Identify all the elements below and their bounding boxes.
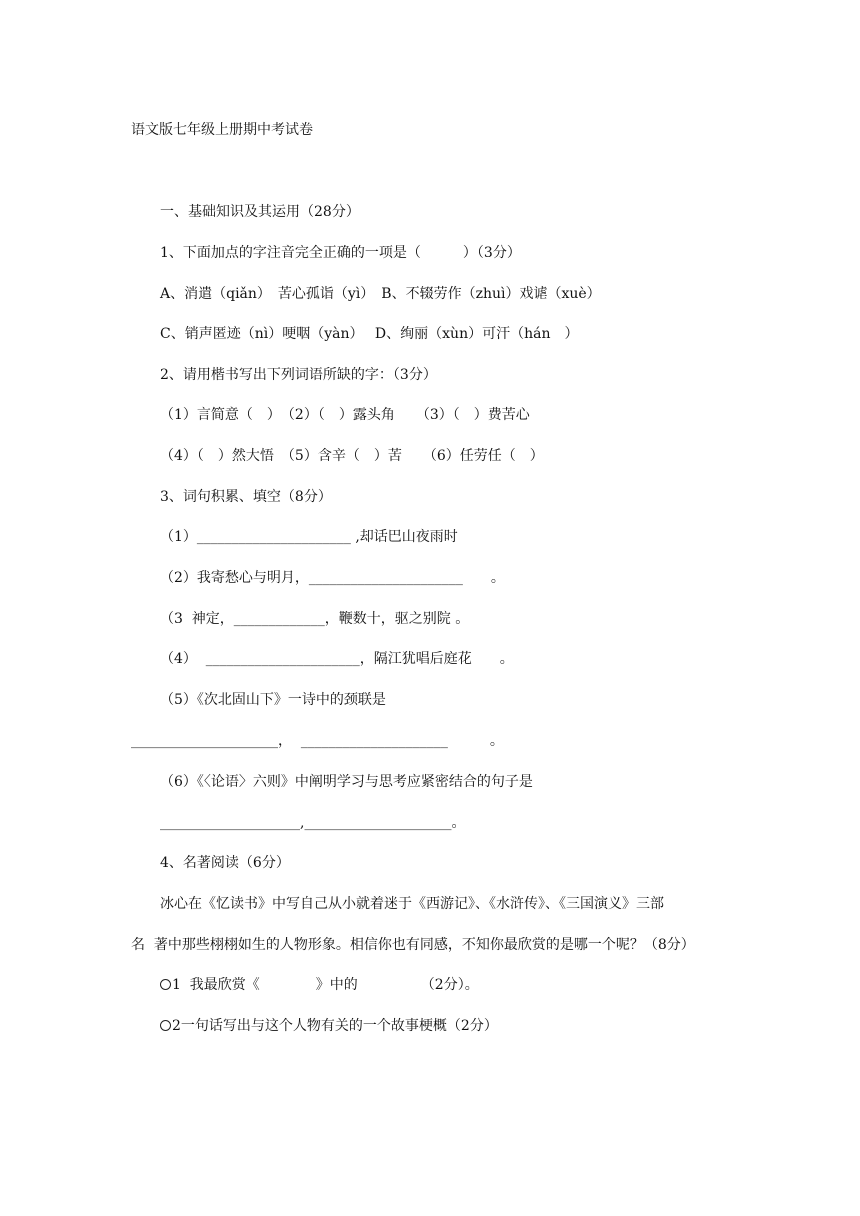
q4-paragraph-2: 名 著中那些栩栩如生的人物形象。相信你也有同感，不知你最欣赏的是哪一个呢？（8分） xyxy=(131,937,695,953)
q1-stem: 1、下面加点的字注音完全正确的一项是（ ）（3分） xyxy=(160,245,521,261)
q4-paragraph-1: 冰心在《忆读书》中写自己从小就着迷于《西游记》、《水浒传》、《三国演义》三部 xyxy=(160,896,664,912)
section-heading: 一、基础知识及其运用（28分） xyxy=(160,204,360,220)
q3-stem: 3、词句积累、填空（8分） xyxy=(160,489,332,505)
q2-stem: 2、请用楷书写出下列词语所缺的字：（3分） xyxy=(160,367,437,383)
q4-sub-2-text: 2一句话写出与这个人物有关的一个故事梗概（2分） xyxy=(172,1018,498,1034)
q3-line-5: （5）《次北固山下》一诗中的颈联是 xyxy=(160,692,386,708)
q3-line-5-blanks: _____________________， _____________________ 。 xyxy=(131,733,504,749)
q4-sub-2 xyxy=(160,1017,498,1035)
circle-marker-icon xyxy=(160,979,171,990)
q3-line-6-blanks: ____________________,_____________________。 xyxy=(160,815,466,831)
circle-marker-icon xyxy=(160,1020,171,1031)
q1-option-a-b: A、消遣（qiǎn） 苦心孤诣（yì） B、不辍劳作（zhuì）戏谑（xuè） xyxy=(160,286,601,302)
q3-line-4: （4） ______________________，隔江犹唱后庭花 。 xyxy=(160,651,514,667)
q3-line-1: （1）______________________ ,却话巴山夜雨时 xyxy=(160,529,458,545)
q3-line-2: （2）我寄愁心与明月，______________________ 。 xyxy=(160,570,505,586)
q4-sub-1-text: 1 我最欣赏《 》中的 （2分）。 xyxy=(172,977,479,993)
q4-sub-1 xyxy=(160,976,479,994)
q1-option-c-d: C、销声匿迹（nì）哽咽（yàn） D、绚丽（xùn）可汗（hán ） xyxy=(160,326,579,342)
q2-row-2: （4）（ ）然大悟 （5）含辛（ ）苦 （6）任劳任（ ） xyxy=(160,448,544,464)
q2-row-1: （1）言简意（ ） （2）（ ）露头角 （3）（ ）费苦心 xyxy=(160,407,530,423)
q4-stem: 4、名著阅读（6分） xyxy=(160,855,290,871)
q3-line-6: （6）《〈论语〉六则》中阐明学习与思考应紧密结合的句子是 xyxy=(160,774,533,790)
page-title: 语文版七年级上册期中考试卷 xyxy=(131,122,313,138)
q3-line-3: （3 神定，_____________，鞭数十，驱之别院 。 xyxy=(160,611,470,627)
